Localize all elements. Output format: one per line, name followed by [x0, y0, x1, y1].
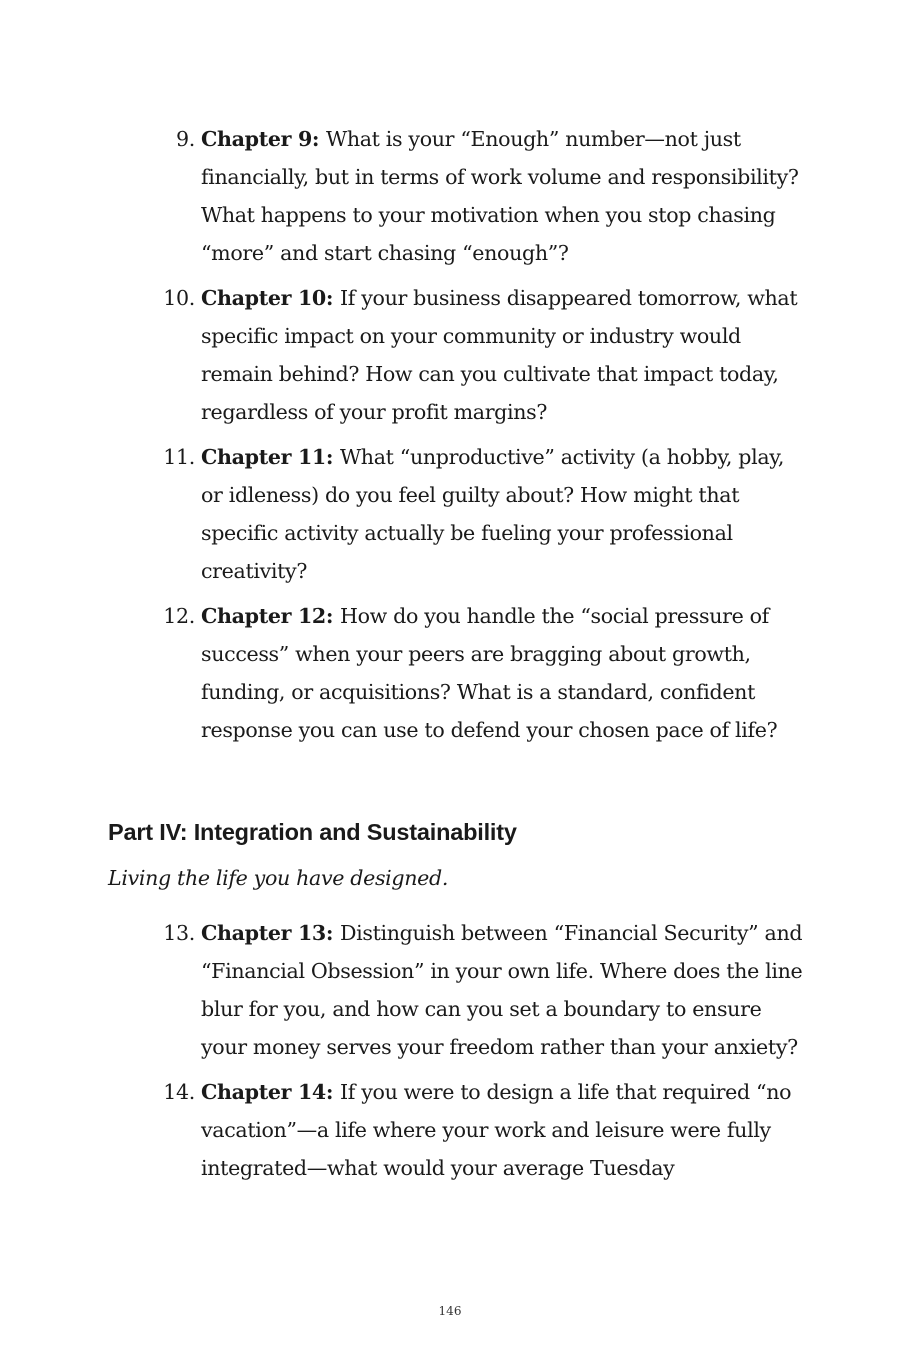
chapter-heading: Chapter 12:: [201, 604, 340, 628]
list-item: [0, 914, 900, 1066]
chapter-heading: Chapter 14:: [201, 1080, 340, 1104]
question-text: Distinguish between “Financial Security” and “Financial Obsession” in your own life. Where does the line blur for you, and how can you set a boundary to ensure your money serves your freedom rather than your anxiety?: [201, 921, 803, 1059]
question-text: What “unproductive” activity (a hobby, play, or idleness) do you feel guilty about? How might that specific activity actually be fueling your professional creativity?: [201, 445, 785, 583]
list-item-number: 12.: [163, 604, 195, 628]
list-item-number: 10.: [163, 286, 195, 310]
list-item: [0, 120, 900, 272]
list-item: [0, 279, 900, 431]
question-text: If your business disappeared tomorrow, what specific impact on your community or industry would remain behind? How can you cultivate that impact today, regardless of your profit margins?: [201, 286, 798, 424]
part-subtitle: Living the life you have designed.: [108, 866, 449, 890]
reflection-questions-list-part4: [0, 914, 900, 1194]
question-text: If you were to design a life that required “no vacation”—a life where your work and leisure were fully integrated—what would your average Tuesday: [201, 1080, 792, 1180]
list-item: [0, 438, 900, 590]
chapter-heading: Chapter 10:: [201, 286, 340, 310]
list-item-number: 14.: [163, 1080, 195, 1104]
chapter-heading: Chapter 9:: [201, 127, 326, 151]
question-text: How do you handle the “social pressure of success” when your peers are bragging about growth, funding, or acquisitions? What is a standard, confident response you can use to defend your chosen pace of life?: [201, 604, 778, 742]
list-item-number: 13.: [163, 921, 195, 945]
list-item: [0, 1073, 900, 1187]
list-item: [0, 597, 900, 749]
reflection-questions-list: [0, 120, 900, 756]
chapter-heading: Chapter 13:: [201, 921, 340, 945]
question-text: What is your “Enough” number—not just financially, but in terms of work volume and responsibility? What happens to your motivation when you stop chasing “more” and start chasing “enough”?: [201, 127, 799, 265]
chapter-heading: Chapter 11:: [201, 445, 340, 469]
page-number: 146: [438, 1304, 462, 1318]
part-title: Part IV: Integration and Sustainability: [108, 819, 517, 845]
list-item-number: 11.: [163, 445, 195, 469]
list-item-number: 9.: [176, 127, 195, 151]
